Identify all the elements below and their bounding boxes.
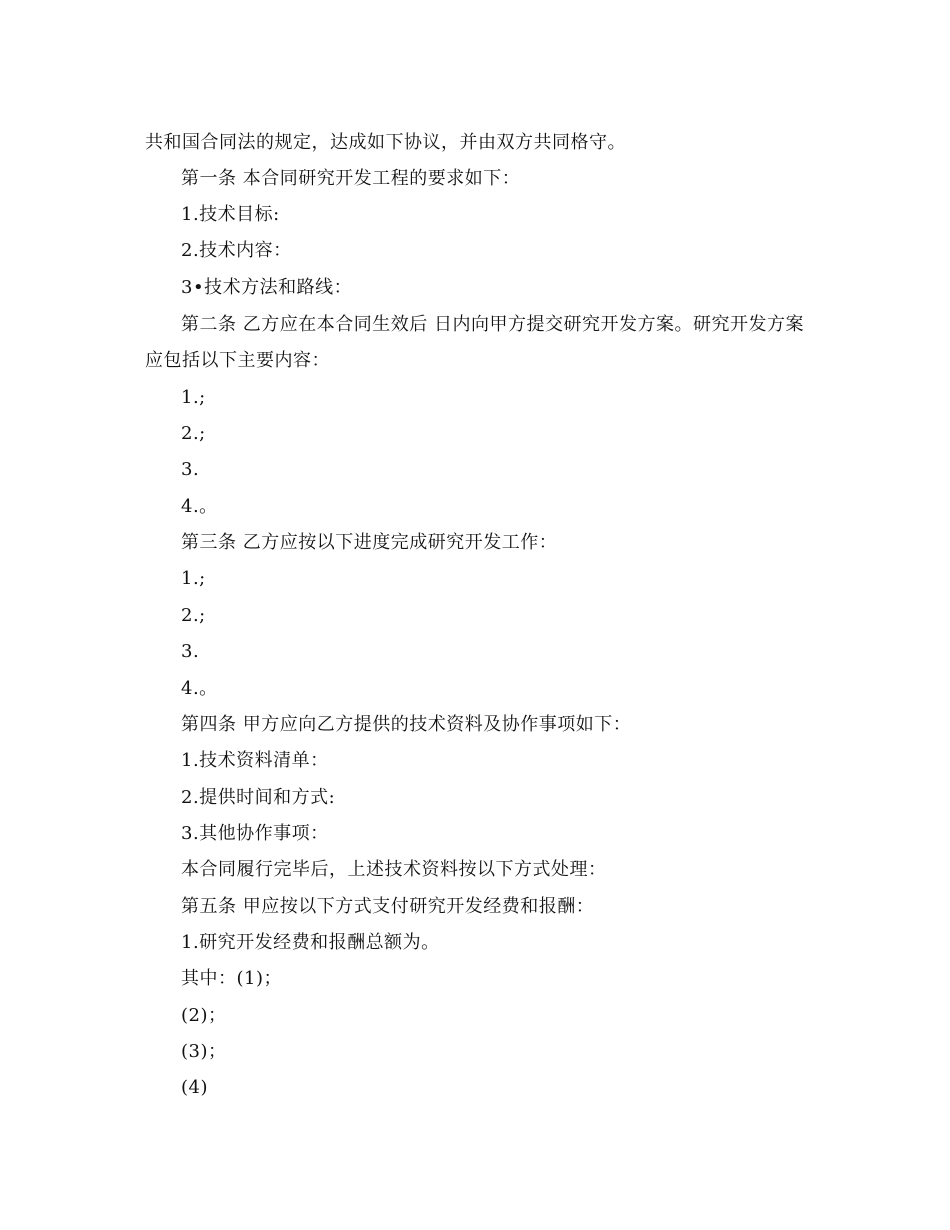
list-item: 3•技术方法和路线： bbox=[181, 277, 353, 298]
list-item: 1.技术目标: bbox=[181, 204, 280, 225]
text-line: 本合同履行完毕后，上述技术资料按以下方式处理： bbox=[181, 859, 607, 880]
list-item: 2.技术内容： bbox=[181, 240, 292, 261]
list-item: 其中：(1)； bbox=[181, 968, 282, 989]
list-item: 1.研究开发经费和报酬总额为。 bbox=[181, 932, 440, 953]
article-4-heading: 第四条 甲方应向乙方提供的技术资料及协作事项如下： bbox=[181, 714, 632, 735]
list-item: 4.。 bbox=[181, 496, 218, 517]
list-item: 1.; bbox=[181, 387, 206, 408]
article-1-heading: 第一条 本合同研究开发工程的要求如下： bbox=[181, 168, 521, 189]
article-2-heading: 第二条 乙方应在本合同生效后 日内向甲方提交研究开发方案。研究开发方案 bbox=[181, 314, 804, 335]
list-item: 2.提供时间和方式: bbox=[181, 787, 336, 808]
list-item: 3. bbox=[181, 459, 200, 480]
text-line: 应包括以下主要内容： bbox=[145, 350, 330, 371]
list-item: (2)； bbox=[181, 1005, 227, 1026]
list-item: 4.。 bbox=[181, 678, 218, 699]
article-3-heading: 第三条 乙方应按以下进度完成研究开发工作： bbox=[181, 532, 558, 553]
list-item: 3.其他协作事项： bbox=[181, 823, 329, 844]
list-item: 3. bbox=[181, 641, 200, 662]
list-item: (4) bbox=[181, 1077, 208, 1098]
list-item: 2.; bbox=[181, 605, 206, 626]
list-item: (3)； bbox=[181, 1041, 227, 1062]
text-line-1: 共和国合同法的规定，达成如下协议，并由双方共同格守。 bbox=[145, 132, 626, 153]
article-5-heading: 第五条 甲应按以下方式支付研究开发经费和报酬： bbox=[181, 896, 595, 917]
list-item: 1.; bbox=[181, 568, 206, 589]
list-item: 2.; bbox=[181, 423, 206, 444]
list-item: 1.技术资料清单： bbox=[181, 750, 329, 771]
